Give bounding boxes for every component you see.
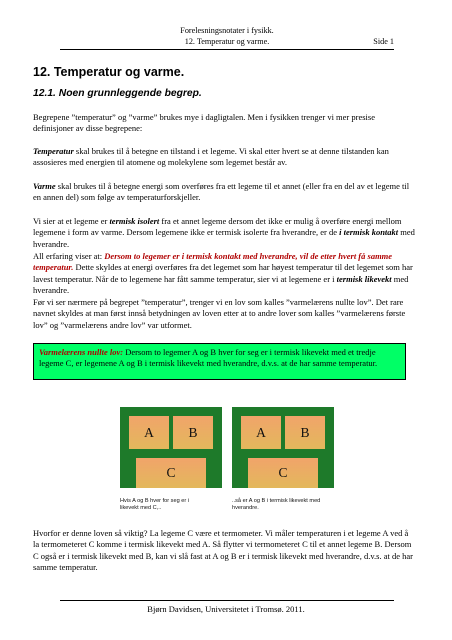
paragraph-text: skal brukes til å betegne energi som overføres fra ett legeme til et annet (eller fra en del av et legeme til en annen del) som følge av temperaturforskjeller. xyxy=(33,181,410,203)
page-number: Side 1 xyxy=(373,36,394,46)
block-b: B xyxy=(285,416,325,449)
paragraph-temperature xyxy=(33,146,415,169)
paragraph-nullte-lov-intro xyxy=(33,297,415,331)
law-text: Dersom to legemer A og B hver for seg er i termisk likevekt med et tredje legeme C, er legemene A og B i termisk likevekt med hverandre, d.v.s. at de har samme temperatur. xyxy=(39,347,378,369)
figure-right-panel xyxy=(232,407,334,488)
block-c: C xyxy=(248,458,318,488)
block-c: C xyxy=(136,458,206,488)
paragraph-varme xyxy=(33,181,415,204)
header-divider xyxy=(60,49,394,50)
chapter-title: 12. Temperatur og varme. xyxy=(33,65,185,79)
paragraph-text: med hverandre. xyxy=(33,273,409,296)
page-footer: Bjørn Davidsen, Universitetet i Tromsø. 2011. xyxy=(147,604,305,614)
paragraph-isolert xyxy=(33,216,415,250)
paragraph-intro xyxy=(33,112,415,135)
paragraph-text: Begrepene ”temperatur” og ”varme” brukes mye i dagligtalen. Men i fysikken trenger vi mer presise definisjoner av disse begrepene: xyxy=(33,112,375,134)
term-termisk-likevekt: termisk likevekt xyxy=(336,273,392,284)
paragraph-text: All erfaring viser at: xyxy=(33,251,105,261)
page-header xyxy=(60,26,394,47)
block-b: B xyxy=(173,416,213,449)
term-nullte-lov: Varmelærens nullte lov: xyxy=(39,347,124,357)
header-chapter: 12. Temperatur og varme. xyxy=(184,36,270,46)
term-samme-temperatur: Dersom to legemer er i termisk kontakt med hverandre, vil de etter hvert få samme temperatur. xyxy=(33,251,393,273)
paragraph-text: fra et annet legeme dersom det ikke er mulig å overføre energi mellom legemene i form av varme. Dersom legemene ikke er termisk isolerte fra hverandre, er de xyxy=(33,216,402,238)
section-title: 12.1. Noen grunnleggende begrep. xyxy=(33,88,202,99)
figure-left-panel xyxy=(120,407,222,488)
term-temperatur: Temperatur xyxy=(33,146,74,156)
paragraph-text: Vi sier at et legeme er xyxy=(33,216,110,226)
paragraph-text: med hverandre. xyxy=(33,227,415,249)
paragraph-text: Dette skyldes at energi overføres fra det legemet som har høyest temperatur til det legemet som har lavest temperatur. Når de to legemene har fått samme temperatur, sier vi at legemene er i xyxy=(33,262,413,284)
paragraph-termometer xyxy=(33,528,415,574)
term-varme: Varme xyxy=(33,181,56,191)
paragraph-erfaring xyxy=(33,251,415,297)
paragraph-text: skal brukes til å betegne en tilstand i et legeme. Vi skal etter hvert se at denne tilstanden kan assosieres med energien til atomene og molekylene som legemet består av. xyxy=(33,146,389,168)
paragraph-text: Hvorfor er denne loven så viktig? La legeme C være et termometer. Vi måler temperaturen i et legeme A ved å la termometeret C komme i termisk likevekt med A. Så flytter vi termometeret C til et annet legeme B. Dersom C også er i termisk likevekt med B, kan vi slå fast at A og B er i termisk likevekt med hverandre, d.v.s. at de har samme temperatur. xyxy=(33,528,413,573)
block-a: A xyxy=(129,416,169,449)
paragraph-text: Før vi ser nærmere på begrepet ”temperatur”, trenger vi en lov som kalles ”varmelærens nullte lov”. Det rare navnet skyldes at man først innså betydningen av loven etter at to andre lover som kalles ”varmelærens første lov” og ”varmelærens andre lov” var utformet. xyxy=(33,297,406,330)
term-termisk-isolert: termisk isolert xyxy=(109,216,160,226)
figure-left-caption: Hvis A og B hver for seg er i likevekt med C,.. xyxy=(120,498,190,511)
law-highlight-box xyxy=(33,343,406,380)
footer-divider xyxy=(60,600,394,601)
term-termisk-kontakt: i termisk kontakt xyxy=(339,227,399,238)
figure-right-caption: ..så er A og B i termisk likevekt med hverandre. xyxy=(232,498,321,511)
header-title: Forelesningsnotater i fysikk. xyxy=(180,26,274,35)
block-a: A xyxy=(241,416,281,449)
